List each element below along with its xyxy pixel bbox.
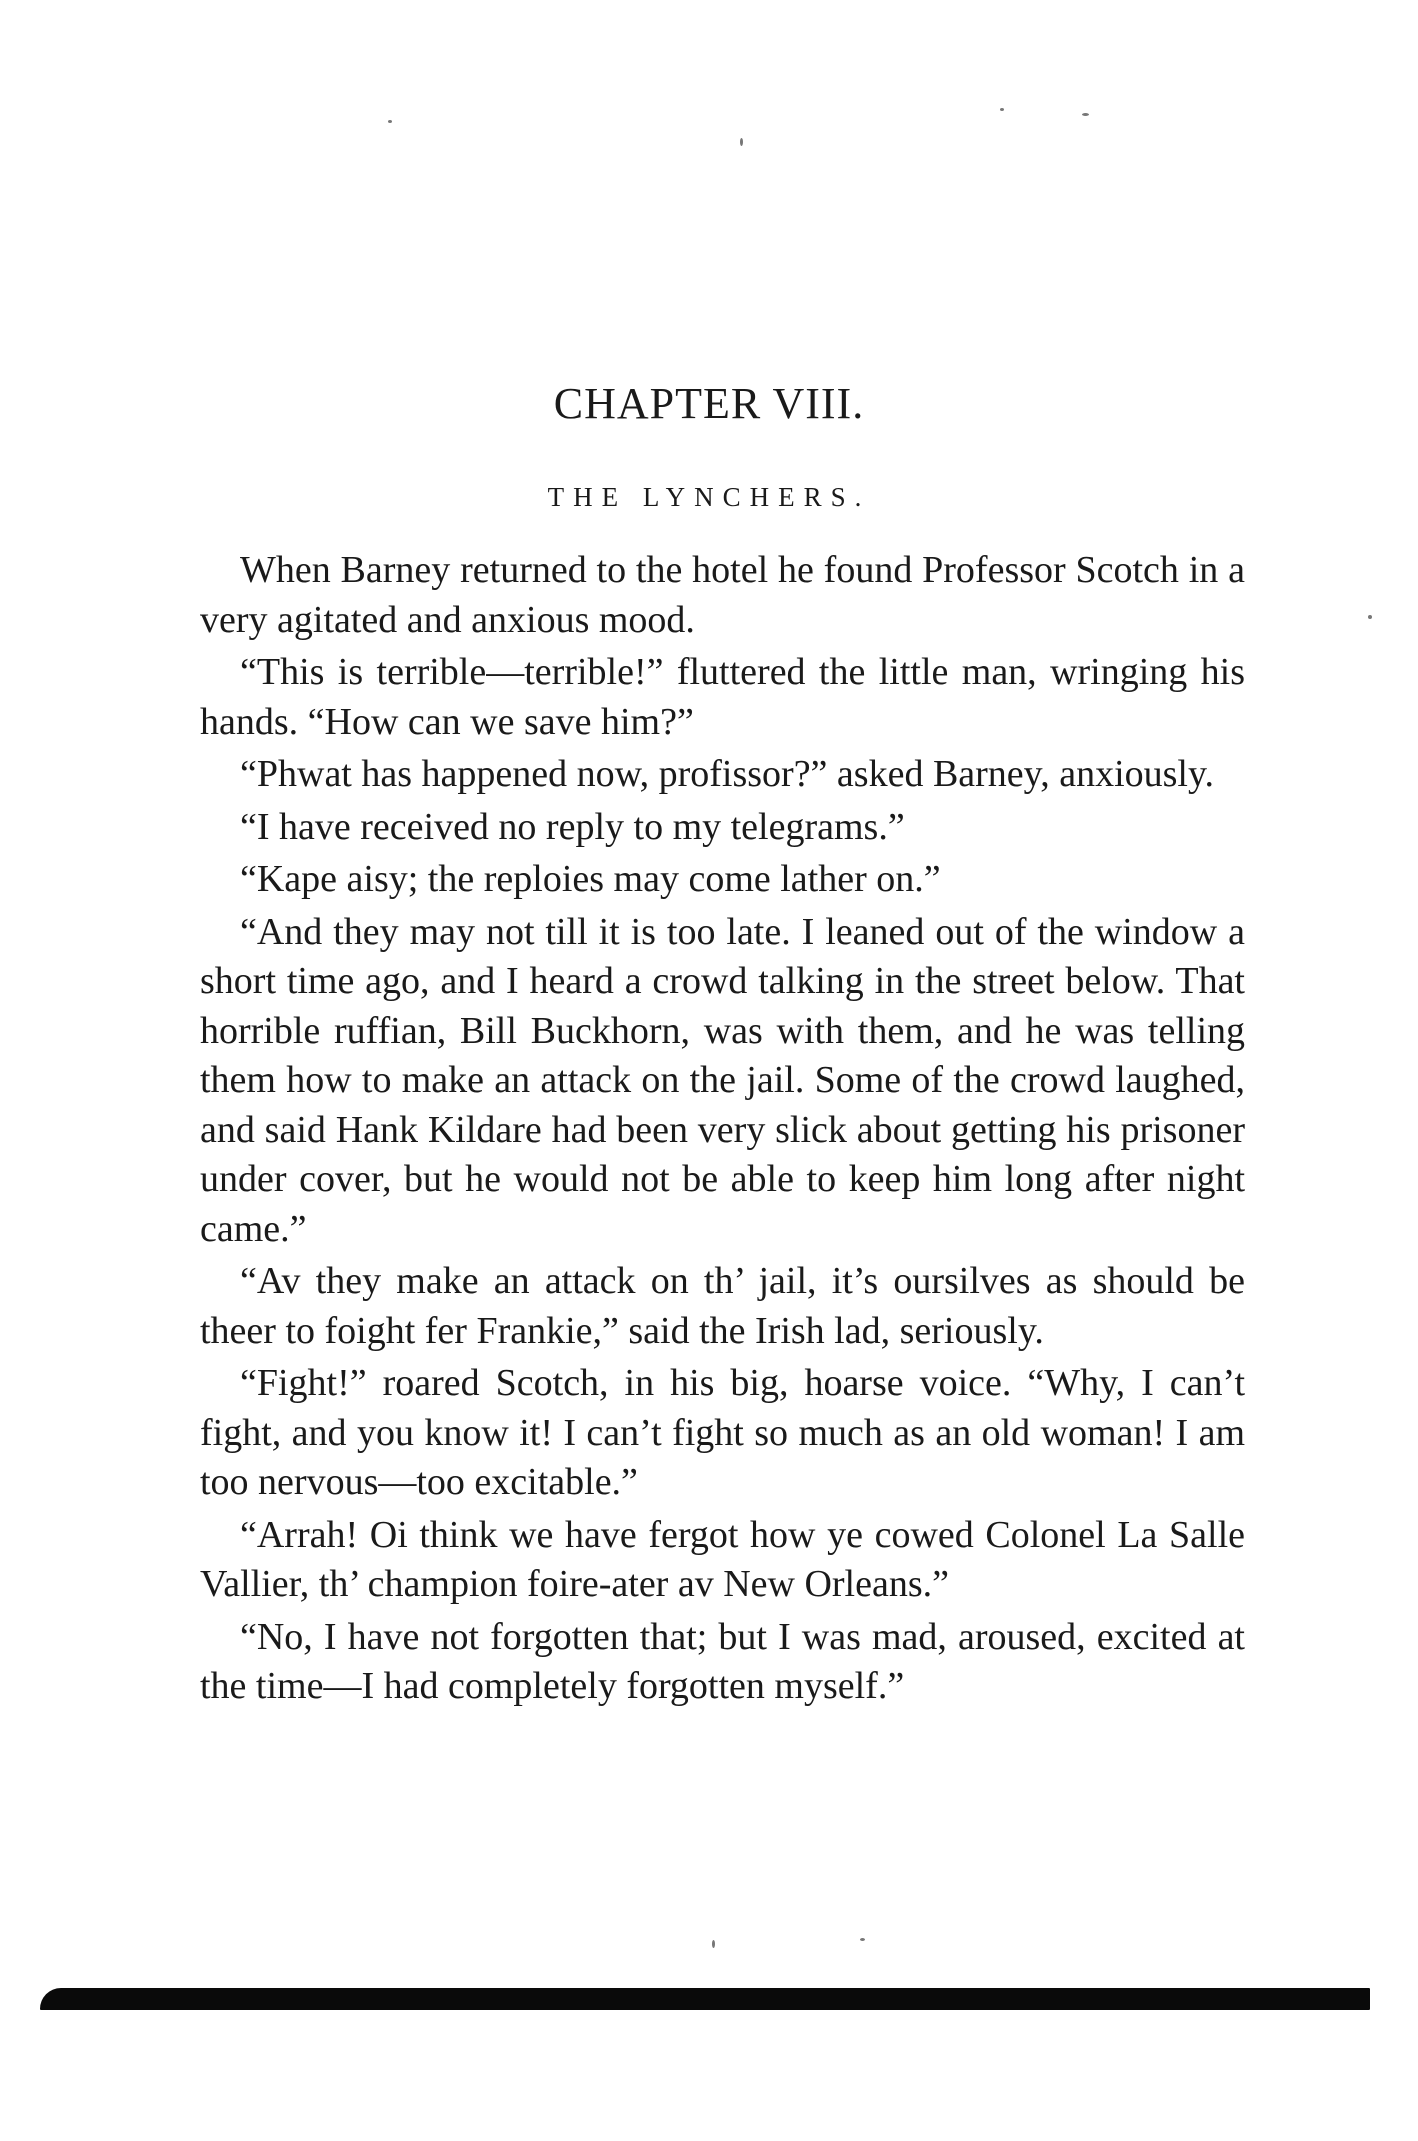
paragraph: “No, I have not forgotten that; but I was mad, aroused, excited at the time—I had completely forgotten myself.” <box>200 1615 1245 1707</box>
paragraph: “This is terrible—terrible!” fluttered the little man, wringing his hands. “How can we save him?” <box>200 651 1245 743</box>
paragraph: “And they may not till it is too late. I leaned out of the window a short time ago, and I heard a crowd talking in the street below. That horrible ruffian, Bill Buckhorn, was with them, and he was telling them how to make an attack on the jail. Some of the crowd laughed, and said Hank Kildare had been very slick about getting his prisoner under cover, but he would not be able to keep him long after night came.” <box>200 910 1245 1250</box>
print-speck <box>860 1938 865 1941</box>
print-speck <box>1082 113 1089 116</box>
print-speck <box>1000 108 1004 111</box>
chapter-title: CHAPTER VIII. <box>553 379 865 428</box>
page-bottom-rule <box>40 1988 1370 2010</box>
chapter-subtitle: THE LYNCHERS. <box>547 482 871 512</box>
paragraph: “Arrah! Oi think we have fergot how ye cowed Colonel La Salle Vallier, th’ champion foire-ater av New Orleans.” <box>200 1513 1245 1605</box>
print-speck <box>388 120 392 123</box>
print-speck <box>740 138 743 146</box>
paragraph: “Phwat has happened now, profissor?” asked Barney, anxiously. <box>240 753 1215 795</box>
paragraph: “Kape aisy; the reploies may come lather on.” <box>240 858 941 900</box>
paragraph: “Fight!” roared Scotch, in his big, hoarse voice. “Why, I can’t fight, and you know it! I can’t fight so much as an old woman! I am too nervous—too excitable.” <box>200 1362 1245 1503</box>
body-text <box>200 546 1245 1715</box>
print-speck <box>712 1940 715 1948</box>
paragraph: “I have received no reply to my telegrams.” <box>240 805 905 848</box>
paragraph: When Barney returned to the hotel he found Professor Scotch in a very agitated and anxious mood. <box>200 549 1245 641</box>
paragraph: “Av they make an attack on th’ jail, it’s oursilves as should be theer to foight fer Frankie,” said the Irish lad, seriously. <box>200 1260 1245 1352</box>
print-speck <box>1368 615 1372 619</box>
